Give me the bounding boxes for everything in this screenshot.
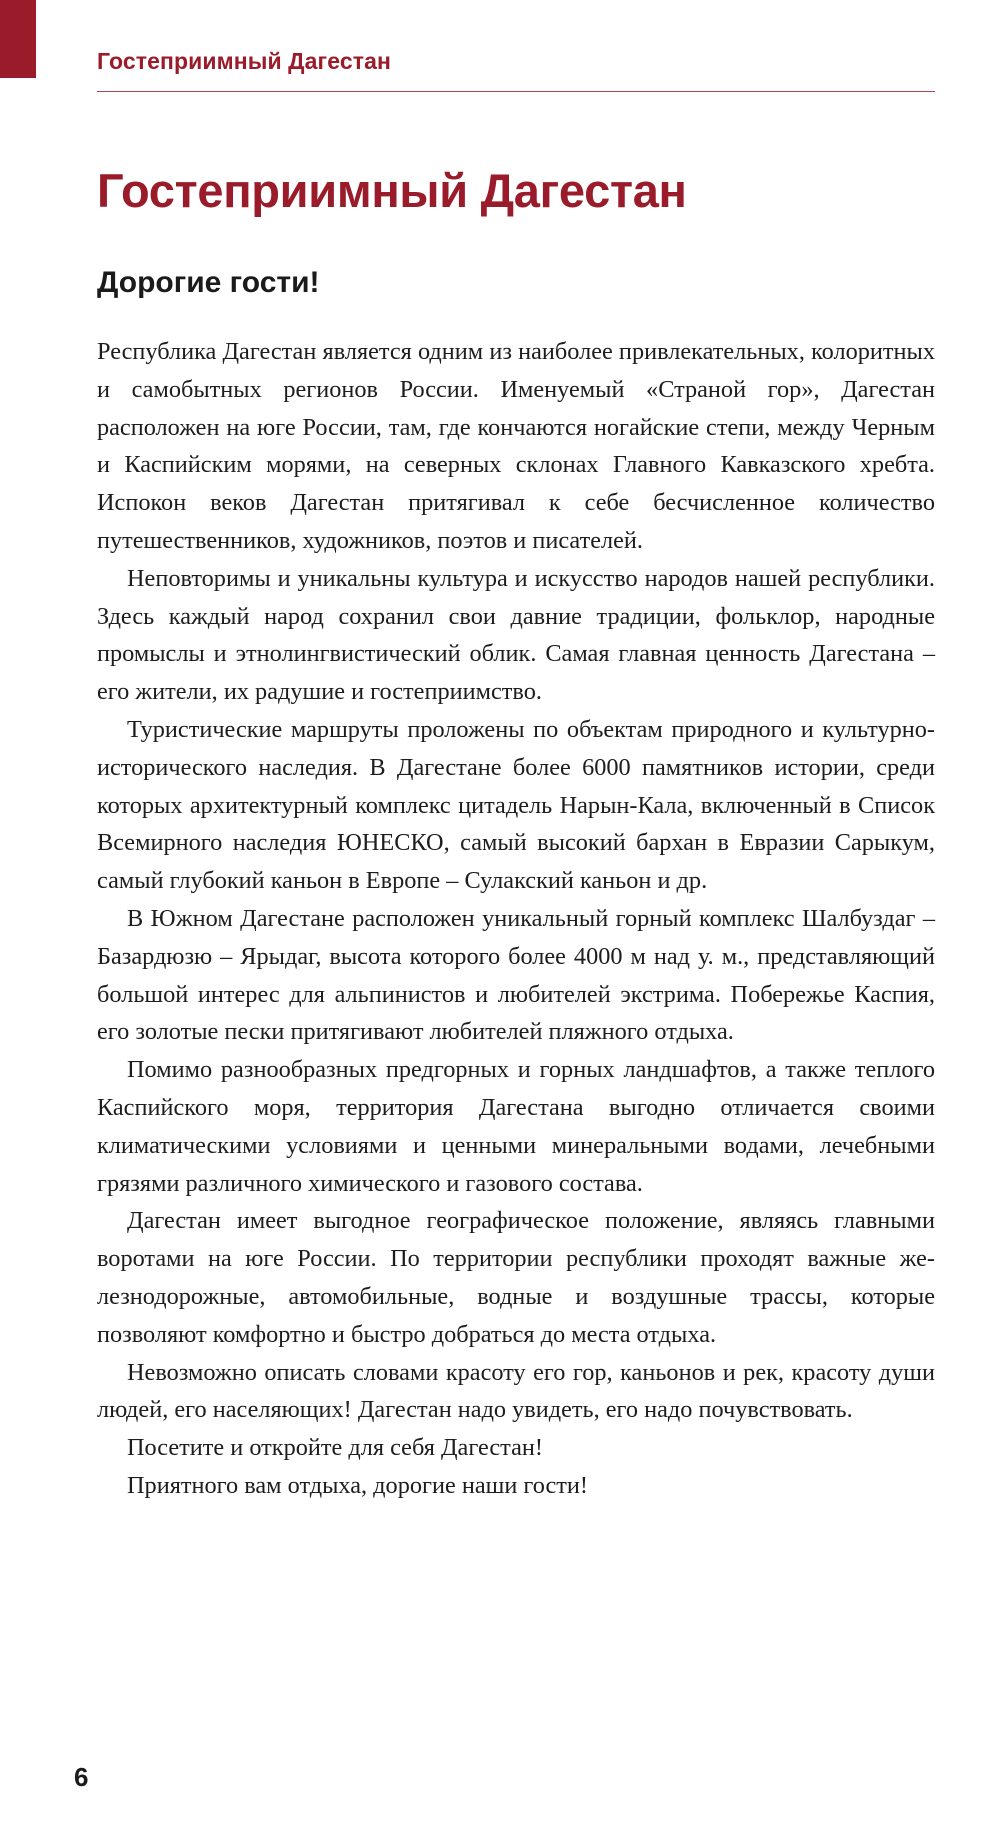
chapter-tab-marker (0, 0, 36, 78)
paragraph-routes: Туристические маршруты проложены по объектам природного и культурно-исторического наследия. В Дагестане более 6000 памятников истории, среди которых архитектурный комплекс цитадель Нарын-Кала, включенный в Список Всемирного наследия ЮНЕСКО, самый высокий бархан в Евразии Сарыкум, самый глубокий каньон в Европе – Сулакский каньон и др. (97, 715, 935, 895)
page-title: Гостеприимный Дагестан (97, 164, 687, 217)
paragraph-invitation: Посетите и откройте для себя Дагестан! (127, 1434, 543, 1462)
page-subtitle: Дорогие гости! (97, 266, 320, 299)
paragraph-south: В Южном Дагестане расположен уникальный горный комплекс Шалбуздаг – Базардюзю – Ярыдаг, высота которого более 4000 м над у. м., представляющий большой интерес для альпинистов и любителей экстрима. Побережье Каспия, его золотые пески притягивают любителей пляжного отдыха. (97, 904, 935, 1046)
paragraph-intro: Республика Дагестан является одним из наиболее привлекательных, колоритных и самобытных регионов России. Именуемый «Страной гор», Дагестан расположен на юге России, там, где кончаются ногайские степи, между Черным и Каспийским морями, на северных склонах Главного Кавказского хребта. Испокон веков Дагестан притягивал к себе бесчисленное количество путешественников, художников, поэтов и писателей. (97, 338, 935, 554)
paragraph-geography: Дагестан имеет выгодное географическое положение, являясь главными воротами на юге России. По территории республики проходят важные железнодорожные, автомобильные, водные и воздушные трассы, которые позволяют комфортно и быстро добраться до места отдыха. (97, 1207, 935, 1348)
body-text (97, 333, 935, 1505)
running-header-title: Гостеприимный Дагестан (97, 48, 391, 74)
header-divider (97, 91, 935, 92)
paragraph-culture: Неповторимы и уникальны культура и искусство народов нашей республики. Здесь каждый народ сохранил свои давние традиции, фольклор, народные промыслы и этнолингвистический облик. Самая главная ценность Дагестана – его жители, их радушие и гостеприимство. (97, 564, 935, 706)
paragraph-climate: Помимо разнообразных предгорных и горных ландшафтов, а также теплого Каспийского моря, территория Дагестана выгодно отличается своими климатическими условиями и ценными минеральными водами, лечебными грязями различного химического и газового состава. (97, 1056, 935, 1197)
page-number: 6 (74, 1762, 89, 1792)
paragraph-beauty: Невозможно описать словами красоту его гор, каньонов и рек, красоту души людей, его населяющих! Дагестан надо увидеть, его надо почувствовать. (97, 1358, 935, 1424)
paragraph-farewell: Приятного вам отдыха, дорогие наши гости! (127, 1471, 588, 1499)
